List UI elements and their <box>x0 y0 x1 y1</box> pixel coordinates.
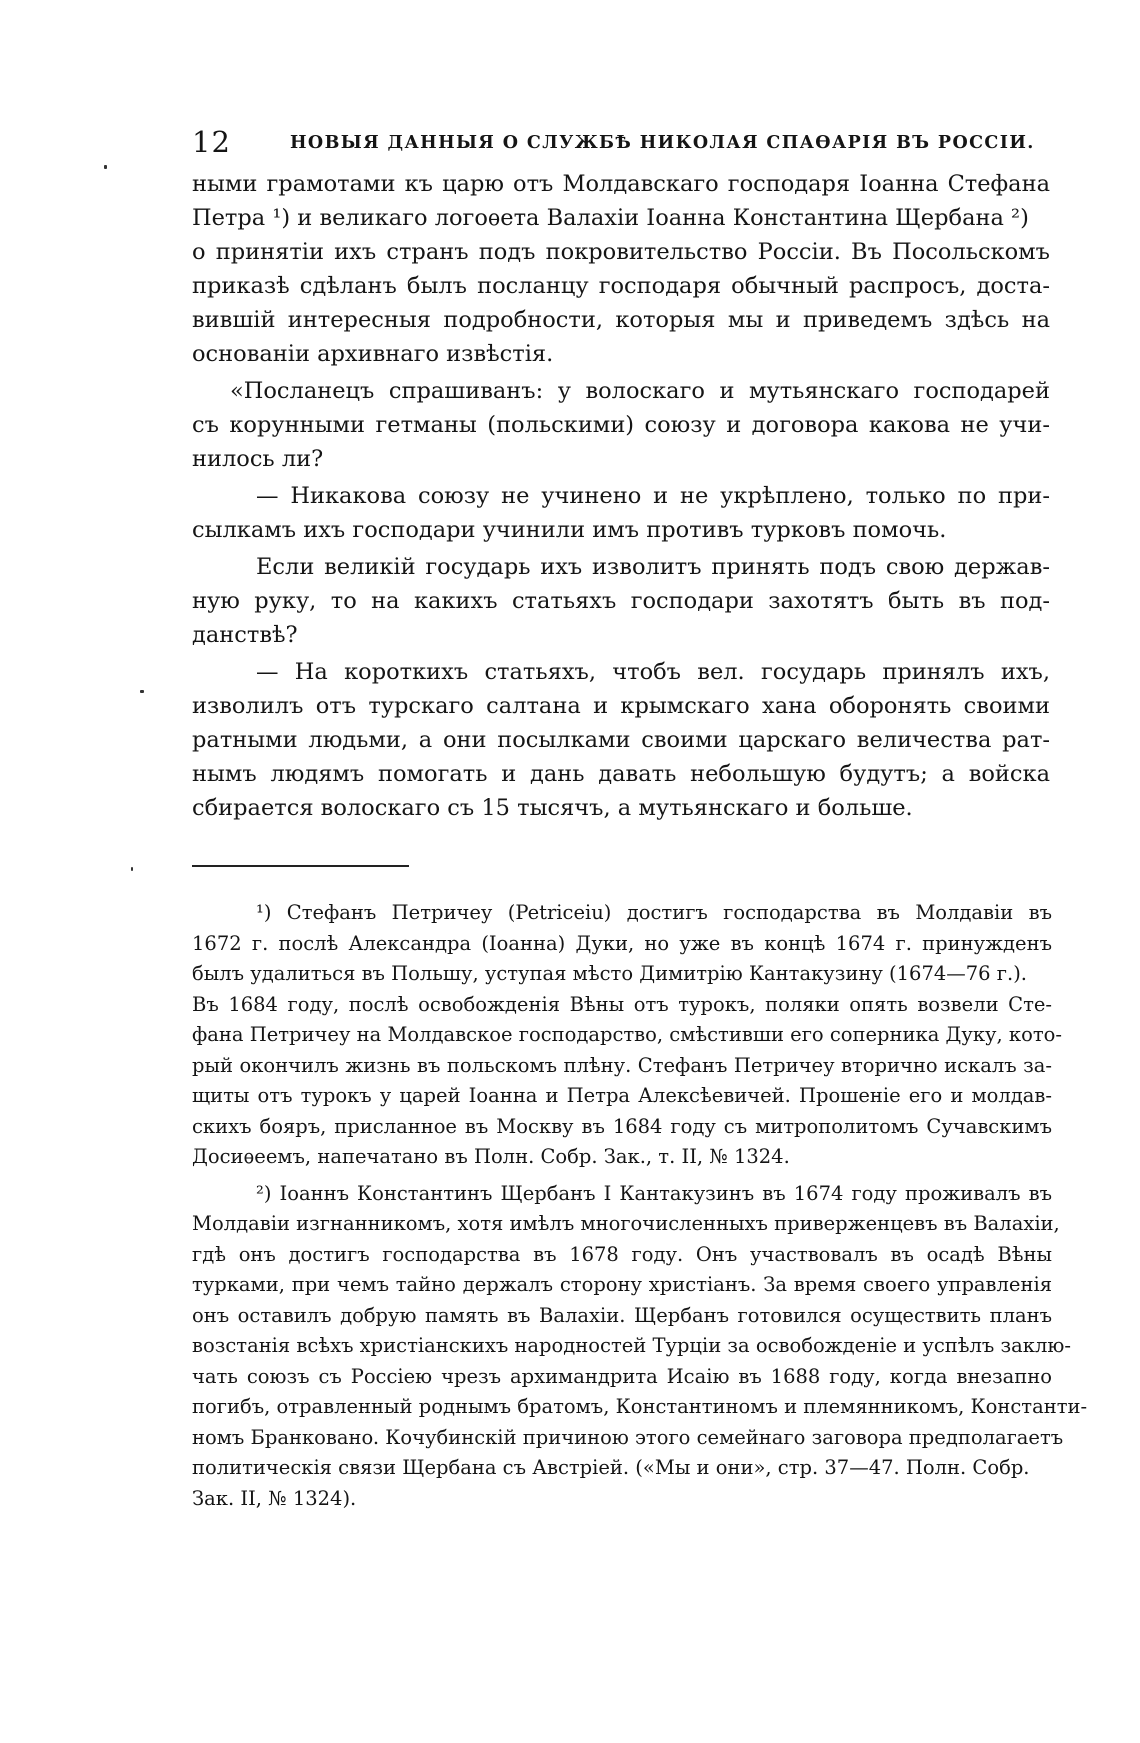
footnote-line: номъ Бранкованo. Кочубинскій причиною этого семейнаго заговора предполагаетъ <box>192 1425 1064 1449</box>
footnote-line: политическія связи Щербана съ Австріей. («Мы и они», стр. 37—47. Полн. Собр. <box>192 1456 1030 1479</box>
footnote-line: Зак. II, № 1324). <box>192 1486 357 1510</box>
text-line: Если великій государь ихъ изволитъ принять подъ свою держав- <box>256 554 1050 580</box>
footnote-line: чать союзъ съ Россіею чрезъ архимандрита Исаію въ 1688 году, когда внезапно <box>192 1364 1052 1388</box>
footnote-line: скихъ бояръ, присланное въ Москву въ 1684 году съ митрополитомъ Сучавскимъ <box>192 1114 1052 1138</box>
scan-speck <box>140 690 144 693</box>
footnote-line: щиты отъ турокъ у царей Іоанна и Петра Алексѣевичей. Прошеніе его и молдав- <box>192 1084 1052 1107</box>
footnote-line: гдѣ онъ достигъ господарства въ 1678 году. Онъ участвовалъ въ осадѣ Вѣны <box>192 1242 1052 1266</box>
footnotes <box>192 898 1088 1514</box>
footnote-line: Молдавіи изгнанникомъ, хотя имѣлъ многочисленныхъ приверженцевъ въ Валахіи, <box>192 1212 1060 1235</box>
footnote-line: ¹) Стефанъ Петричеу (Petriceiu) достигъ господарства въ Молдавіи въ <box>256 901 1052 924</box>
footnote-line: Досиѳеемъ, напечатано въ Полн. Собр. Зак., т. II, № 1324. <box>192 1145 790 1168</box>
text-line: — Никакова союзу не учинено и не укрѣплено, только по при- <box>256 483 1050 509</box>
text-line: — На короткихъ статьяхъ, чтобъ вел. государь принялъ ихъ, <box>256 659 1050 685</box>
footnote-line: турками, при чемъ тайно держалъ сторону христіанъ. За время своего управленія <box>192 1273 1052 1296</box>
text-line: ными грамотами къ царю отъ Молдавскаго господаря Іоанна Стефана <box>192 171 1050 197</box>
text-line: сылкамъ ихъ господари учинили имъ противъ турковъ помочь. <box>192 517 947 543</box>
scan-speck <box>104 165 107 169</box>
footnote-line: погибъ, отравленный роднымъ братомъ, Константиномъ и племянникомъ, Константи- <box>192 1395 1088 1418</box>
footnote-line: возстанія всѣхъ христіанскихъ народностей Турціи за освобожденіе и успѣлъ заклю- <box>192 1334 1071 1357</box>
footnote-line: былъ удалиться въ Польшу, уступая мѣсто Димитрію Кантакузину (1674—76 г.). <box>192 962 1028 985</box>
text-line: основаніи архивнаго извѣстія. <box>192 341 554 367</box>
text-line: ратными людьми, а они посылками своими царскаго величества рат- <box>192 727 1050 753</box>
footnote-line: ²) Іоаннъ Константинъ Щербанъ I Кантакузинъ въ 1674 году проживалъ въ <box>256 1181 1052 1205</box>
text-line: приказѣ сдѣланъ былъ посланцу господаря обычный распросъ, доста- <box>192 273 1050 299</box>
text-line: сбирается волоскаго съ 15 тысячъ, а мутьянскаго и больше. <box>192 795 913 821</box>
text-line: ную руку, то на какихъ статьяхъ господари захотятъ быть въ под- <box>192 588 1050 614</box>
footnote-line: рый окончилъ жизнь въ польскомъ плѣну. Стефанъ Петричеу вторично искалъ за- <box>192 1053 1052 1077</box>
text-line: данствѣ? <box>192 622 298 648</box>
text-line: вившій интересныя подробности, которыя мы и приведемъ здѣсь на <box>192 307 1050 333</box>
footnote-line: онъ оставилъ добрую память въ Валахіи. Щербанъ готовился осуществить планъ <box>192 1303 1052 1327</box>
page-header <box>192 124 1035 164</box>
text-line: о принятіи ихъ странъ подъ покровительство Россіи. Въ Посольскомъ <box>192 239 1050 265</box>
footnote-line: фана Петричеу на Молдавское господарство, смѣстивши его соперника Дуку, кото- <box>192 1023 1062 1046</box>
footnote-line: Въ 1684 году, послѣ освобожденія Вѣны отъ турокъ, поляки опять возвели Сте- <box>192 992 1052 1016</box>
text-line: нымъ людямъ помогать и дань давать небольшую будутъ; а войска <box>192 761 1050 787</box>
main-text <box>192 167 1050 825</box>
page-number: 12 <box>192 125 231 159</box>
text-line: изволилъ отъ турскаго салтана и крымскаго хана оборонять своими <box>192 693 1050 719</box>
running-title: НОВЫЯ ДАННЫЯ О СЛУЖБѢ НИКОЛАЯ СПАѲАРІЯ ВЪ РОССІИ. <box>290 133 1035 153</box>
text-line: съ корунными гетманы (польскими) союзу и договора какова не учи- <box>192 412 1050 438</box>
footnote-line: 1672 г. послѣ Александра (Іоанна) Дуки, но уже въ концѣ 1674 г. принужденъ <box>192 931 1052 955</box>
text-line: Петра ¹) и великаго логоѳета Валахіи Іоанна Константина Щербана ²) <box>192 205 1029 231</box>
footnote-separator <box>192 865 409 867</box>
scan-speck <box>131 867 133 871</box>
text-line: нилось ли? <box>192 446 324 472</box>
text-line: «Посланецъ спрашиванъ: у волоскаго и мутьянскаго господарей <box>230 378 1050 404</box>
